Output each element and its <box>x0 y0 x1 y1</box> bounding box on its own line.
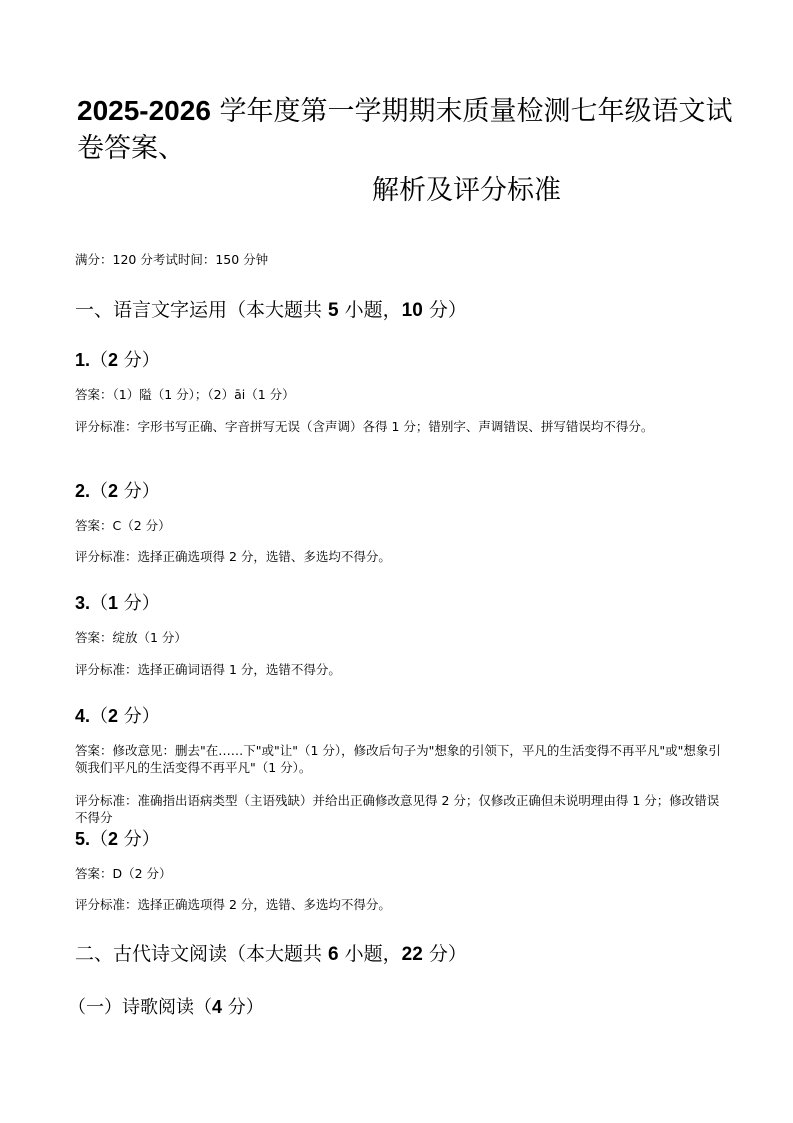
question-heading-3: 3.（1 分） <box>75 593 160 614</box>
question-answer-1: 答案：（1）隘（1 分）；（2）āi（1 分） <box>75 387 295 402</box>
question-criteria-3: 评分标准：选择正确词语得 1 分，选错不得分。 <box>75 662 341 677</box>
document-title <box>77 92 737 167</box>
question-heading-2: 2.（2 分） <box>75 481 160 502</box>
section-heading-2: 二、古代诗文阅读（本大题共 6 小题，22 分） <box>75 943 467 965</box>
title-text: 学年度第一学期期末质量检测七年级语文试卷答案、 <box>77 96 733 164</box>
question-answer-4: 答案：修改意见：删去"在……下"或"让"（1 分），修改后句子为"想象的引领下，平凡的生活变得不再平凡"或"想象引领我们平凡的生活变得不再平凡"（1 分）。 <box>75 743 721 775</box>
question-answer-3: 答案：绽放（1 分） <box>75 630 187 645</box>
exam-meta: 满分：120 分考试时间：150 分钟 <box>75 252 269 267</box>
question-criteria-1: 评分标准：字形书写正确、字音拼写无误（含声调）各得 1 分；错别字、声调错误、拼写错误均不得分。 <box>75 419 654 434</box>
section-heading-1: 一、语言文字运用（本大题共 5 小题，10 分） <box>75 299 467 321</box>
question-criteria-5: 评分标准：选择正确选项得 2 分，选错、多选均不得分。 <box>75 897 391 912</box>
question-heading-1: 1.（2 分） <box>75 350 160 371</box>
question-criteria-4: 评分标准：准确指出语病类型（主语残缺）并给出正确修改意见得 2 分；仅修改正确但未说明理由得 1 分；修改错误不得分 <box>75 793 720 825</box>
subsection-heading: （一）诗歌阅读（4 分） <box>68 997 264 1018</box>
title-year: 2025-2026 <box>77 95 211 126</box>
question-answer-5: 答案：D（2 分） <box>75 866 172 881</box>
question-criteria-2: 评分标准：选择正确选项得 2 分，选错、多选均不得分。 <box>75 549 391 564</box>
question-answer-2: 答案：C（2 分） <box>75 518 171 533</box>
document-subtitle: 解析及评分标准 <box>372 175 561 206</box>
question-heading-5: 5.（2 分） <box>75 829 160 850</box>
question-heading-4: 4.（2 分） <box>75 706 160 727</box>
